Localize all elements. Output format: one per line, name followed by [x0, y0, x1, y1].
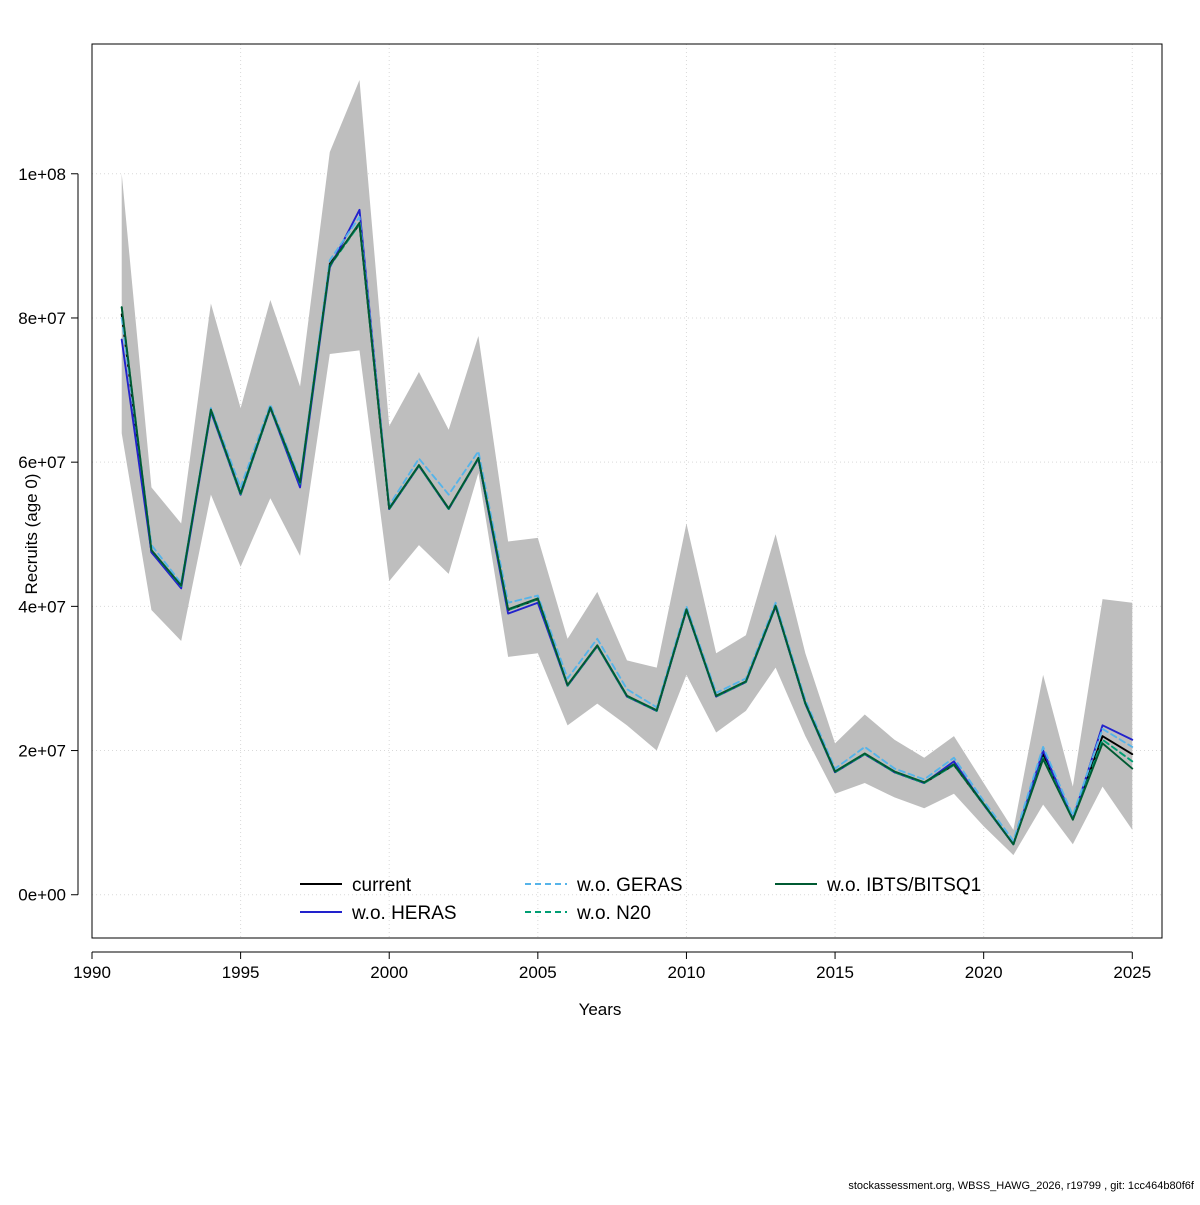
svg-text:w.o. N20: w.o. N20: [577, 903, 651, 924]
svg-text:1e+08: 1e+08: [18, 164, 66, 184]
x-axis-label: Years: [578, 1000, 622, 1019]
svg-text:2015: 2015: [816, 963, 854, 982]
svg-text:8e+07: 8e+07: [18, 308, 66, 328]
svg-text:0e+00: 0e+00: [18, 885, 66, 905]
svg-text:2005: 2005: [518, 963, 557, 982]
svg-text:current: current: [352, 875, 412, 896]
svg-text:w.o. IBTS/BITSQ1: w.o. IBTS/BITSQ1: [827, 875, 982, 896]
svg-text:4e+07: 4e+07: [18, 597, 66, 617]
confidence-band: [122, 80, 1133, 855]
svg-text:6e+07: 6e+07: [18, 453, 66, 473]
svg-text:w.o. HERAS: w.o. HERAS: [352, 903, 457, 924]
svg-text:2025: 2025: [1113, 963, 1152, 982]
footer-caption: stockassessment.org, WBSS_HAWG_2026, r19799 , git: 1cc464b80f6f: [848, 1180, 1194, 1192]
svg-text:w.o. GERAS: w.o. GERAS: [577, 875, 683, 896]
y-axis-label: Recruits (age 0): [22, 473, 41, 595]
svg-text:2010: 2010: [667, 963, 706, 982]
svg-text:2000: 2000: [370, 963, 409, 982]
svg-text:2020: 2020: [964, 963, 1003, 982]
svg-text:1990: 1990: [73, 963, 111, 982]
series-lines: [122, 210, 1133, 844]
svg-text:1995: 1995: [221, 963, 260, 982]
chart-legend: [300, 875, 981, 924]
svg-text:2e+07: 2e+07: [18, 741, 66, 761]
